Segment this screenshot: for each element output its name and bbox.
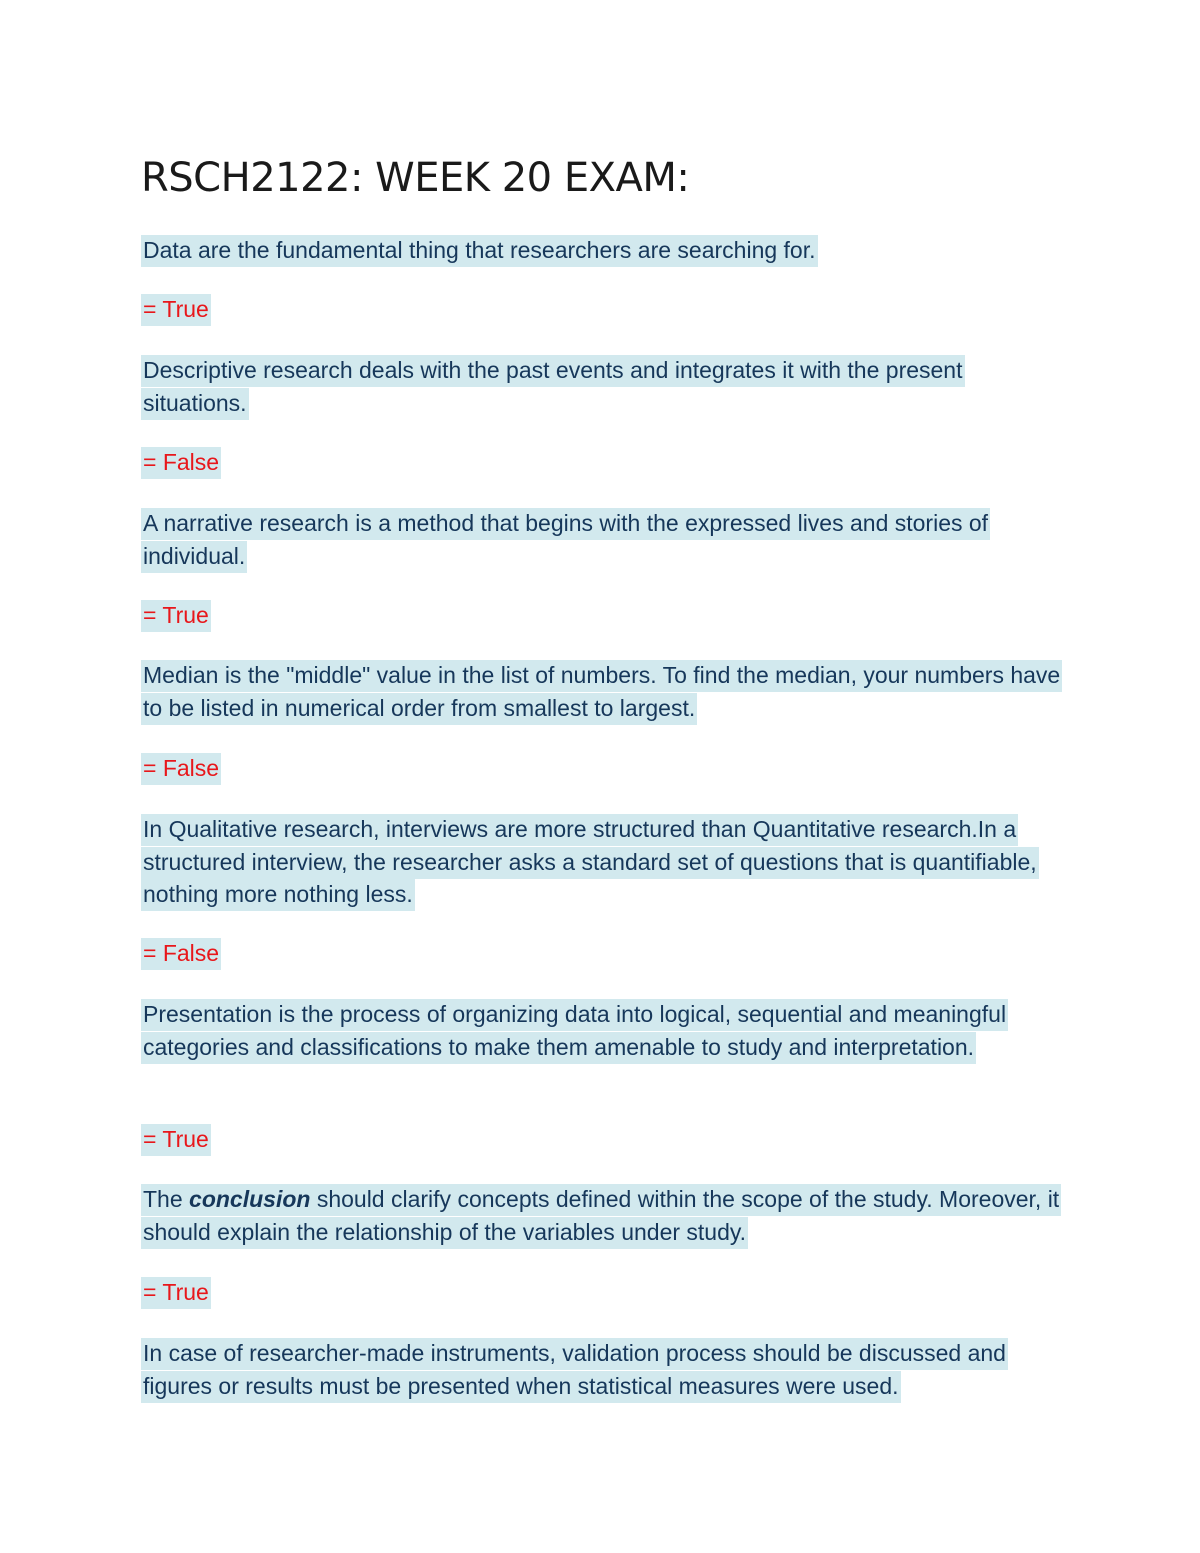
question-5: In Qualitative research, interviews are more structured than Quantitative research.In a structured interview, the researcher asks a standard set of questions that is quantifiable, nothing more nothing less. — [141, 813, 1061, 911]
question-2: Descriptive research deals with the past events and integrates it with the present situations. — [141, 354, 1061, 419]
question-8: In case of researcher-made instruments, validation process should be discussed and figures or results must be presented when statistical measures were used. — [141, 1337, 1061, 1402]
answer-2: = False — [141, 446, 1061, 479]
answer-1: = True — [141, 293, 1061, 326]
page-title: RSCH2122: WEEK 20 EXAM: — [141, 155, 690, 201]
question-1: Data are the fundamental thing that researchers are searching for. — [141, 234, 1061, 267]
answer-6: = True — [141, 1123, 1061, 1156]
answer-7: = True — [141, 1276, 1061, 1309]
question-6: Presentation is the process of organizing data into logical, sequential and meaningful categories and classifications to make them amenable to study and interpretation. — [141, 998, 1061, 1063]
question-7: The conclusion should clarify concepts defined within the scope of the study. Moreover, it should explain the relationship of the variables under study. — [141, 1183, 1061, 1248]
emphasized-term: conclusion — [189, 1186, 311, 1212]
answer-3: = True — [141, 599, 1061, 632]
answer-5: = False — [141, 937, 1061, 970]
question-3: A narrative research is a method that begins with the expressed lives and stories of individual. — [141, 507, 1061, 572]
answer-4: = False — [141, 752, 1061, 785]
question-4: Median is the "middle" value in the list of numbers. To find the median, your numbers have to be listed in numerical order from smallest to largest. — [141, 659, 1061, 724]
